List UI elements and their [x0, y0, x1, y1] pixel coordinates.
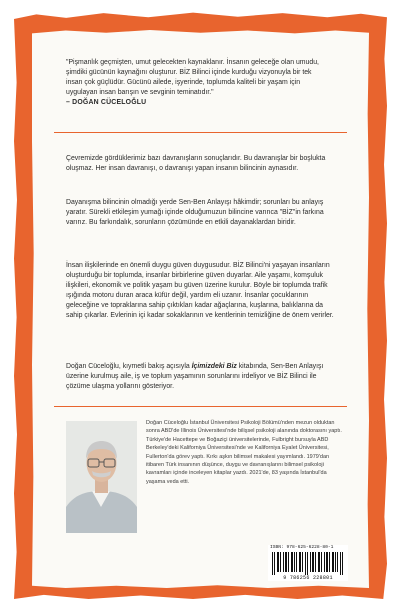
- quote-text: "Pişmanlık geçmişten, umut gelecekten kaynaklanır. İnsanın geleceğe olan umudu, şimdiki gücünün kaynağını oluşturur. BİZ Bilinci içinde kurduğu vizyonuyla bir tek insan çok güçlüdür. Gücünü ailede, işyerinde, toplumda kaliteli bir yaşam için uygulayan insan barışın ve sevginin teminatıdır.": [66, 59, 319, 97]
- barcode-icon: [270, 552, 346, 575]
- paragraph-consequences: Çevremizde gördüklerimiz bazı davranışların sonuçlarıdır. Bu davranışlar bir boşlukta oluşmaz. Her insan davranışı, o davranışı yapan insanın bilincinin aynasıdır.: [66, 155, 326, 173]
- portrait-illustration: [66, 421, 137, 533]
- barcode-digits: 9 786256 228801: [283, 575, 333, 581]
- summary-rest: kitabında, Sen-Ben Anlayışı üzerine kurulmuş aile, iş ve toplum yaşamının sorunlarını irdeliyor ve BİZ Bilinci ile çözüme ulaşma yollarını gösteriyor.: [66, 363, 324, 391]
- author-biography: Doğan Cüceloğlu İstanbul Üniversitesi Psikoloji Bölümü'nden mezun olduktan sonra ABD'de Illinois Üniversitesi'nde bilişsel psikoloji alanında doktorasını yaptı. Türkiye'de Hacettepe ve Boğaziçi üniversitelerinde, Fulbright bursuyla ABD Berkeley'deki Kaliforniya Üniversitesi'nde ve Kaliforniya Eyalet Üniversitesi, Fullerton'da görev yaptı. Kırkı aşkın bilimsel makalesi yayımlandı. 1979'dan itibaren Türk insanının düşünce, duygu ve davranışlarını bilimsel psikoloji kavramları içinde inceleyen kitaplar yazdı. 2021'de, 83 yaşında İstanbul'da yaşama veda etti.: [146, 420, 342, 485]
- back-cover-quote: [66, 58, 324, 108]
- section-divider: [54, 132, 347, 133]
- paragraph-book-summary: [66, 362, 336, 392]
- author-portrait: [66, 421, 137, 533]
- barcode-block: [268, 545, 348, 581]
- quote-author: – DOĞAN CÜCELOĞLU: [66, 99, 147, 107]
- paragraph-trust: İnsan ilişkilerinde en önemli duygu güven duygusudur. BİZ Bilinci'ni yaşayan insanların oluşturduğu bir toplumda, insanlar birbirlerine güven duyarlar. Aile yaşamı, komşuluk ilişkileri, ekonomik ve politik yaşam bu güven üzerine kurulur. Böyle bir toplumda trafik ışığında motoru duran araca küfür değil, yardım eli uzanır. İnsanlar çocuklarının geleceğine ve topraklarına sahip çıktıkları kadar ağaçlarına, kuşlarına, balıklarına da sahip çıkarlar. Evlerinin içi kadar sokaklarının ve kentlerinin temizliğine de önem verirler.: [66, 262, 334, 320]
- book-title: İçimizdeki Biz: [191, 363, 237, 370]
- isbn-text: ISBN: 978-625-6228-80-1: [270, 545, 334, 550]
- paragraph-awareness: Dayanışma bilincinin olmadığı yerde Sen-Ben Anlayışı hâkimdir; sorunları bu anlayış yaratır. Sürekli etkileşim yumağı içinde olduğumuzun bilincine varınca "BİZ"in farkına varırız. Bu farkındalık, sorunların çözümünde en etkili dayanaklardan biridir.: [66, 199, 324, 227]
- bio-divider: [54, 406, 347, 407]
- summary-lead: Doğan Cüceloğlu, kıymetli bakış açısıyla: [66, 363, 192, 370]
